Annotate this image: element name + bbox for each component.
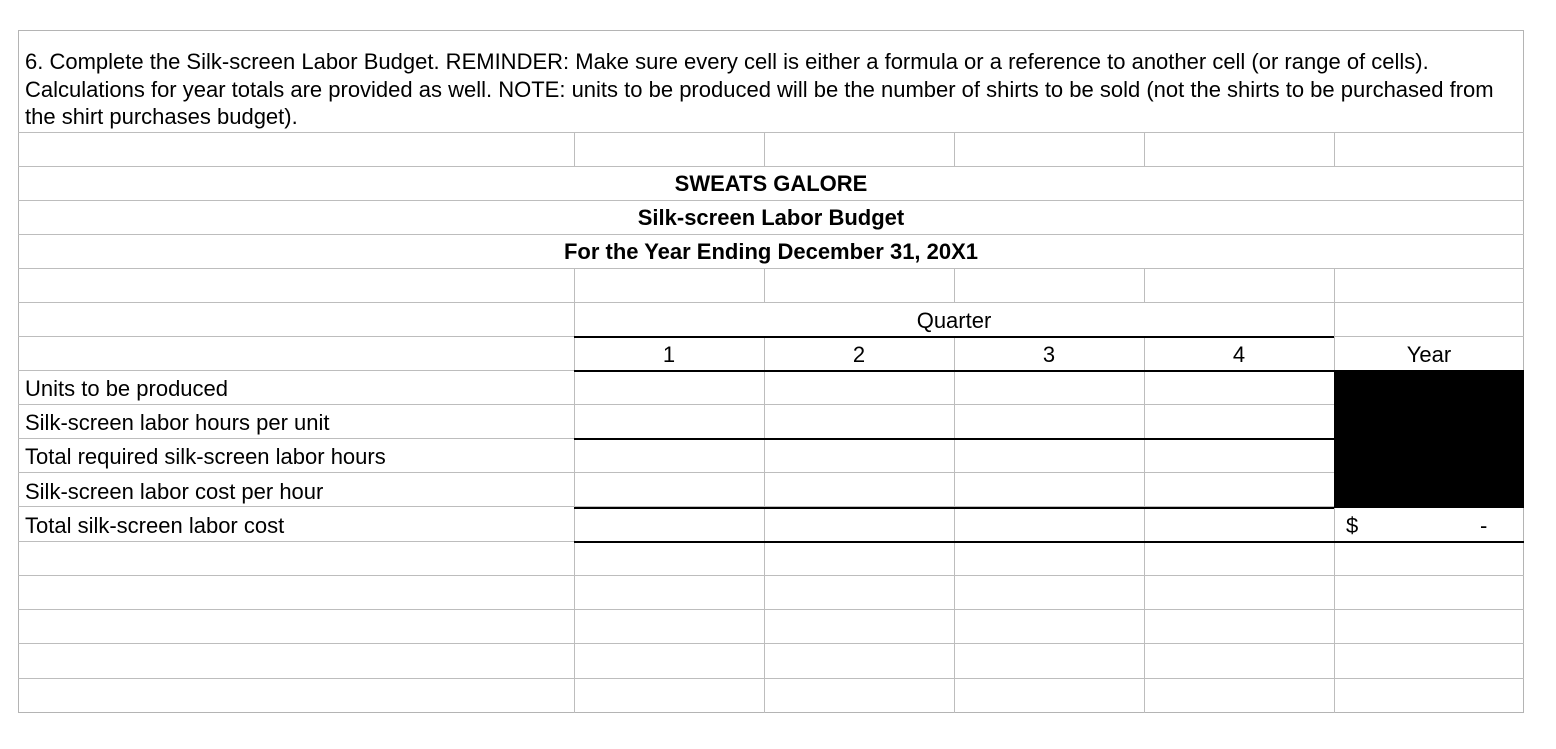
grid-line xyxy=(1334,132,1335,166)
report-title[interactable]: Silk-screen Labor Budget xyxy=(637,205,905,230)
grid-line xyxy=(18,302,1524,303)
grid-line xyxy=(18,609,1524,610)
grid-line xyxy=(764,336,765,713)
grid-line xyxy=(18,132,1524,133)
grid-line xyxy=(18,678,1524,679)
grid-line xyxy=(954,268,955,302)
quarter-4-header[interactable]: 4 xyxy=(1232,342,1246,367)
currency-symbol[interactable]: $ xyxy=(1346,513,1359,538)
grid-line xyxy=(954,132,955,166)
grid-line xyxy=(18,643,1524,644)
quarter-2-header[interactable]: 2 xyxy=(852,342,866,367)
row-label-hours-per-unit[interactable]: Silk-screen labor hours per unit xyxy=(25,410,330,435)
row-label-units-produced[interactable]: Units to be produced xyxy=(25,376,229,401)
quarter-3-header[interactable]: 3 xyxy=(1042,342,1056,367)
total-underline xyxy=(574,541,1524,543)
year-header[interactable]: Year xyxy=(1406,342,1452,367)
company-title[interactable]: SWEATS GALORE xyxy=(674,171,868,196)
row-label-cost-per-hour[interactable]: Silk-screen labor cost per hour xyxy=(25,479,324,504)
grid-line xyxy=(1144,336,1145,713)
grid-line xyxy=(1144,132,1145,166)
grid-line xyxy=(574,132,575,166)
grid-line xyxy=(18,575,1524,576)
year-total-value[interactable]: - xyxy=(1480,513,1488,538)
quarter-1-header[interactable]: 1 xyxy=(662,342,676,367)
grid-line xyxy=(954,336,955,713)
row-border xyxy=(574,507,1334,509)
row-label-total-hours[interactable]: Total required silk-screen labor hours xyxy=(25,444,386,469)
grid-line xyxy=(764,132,765,166)
row-border xyxy=(574,438,1334,440)
instructions-text[interactable]: 6. Complete the Silk-screen Labor Budget. REMINDER: Make sure every cell is either a formula or a reference to another cell (or range of cells). Calculations for year totals are provided as well. NOTE: units to be produced will be the number of shirts to be sold (not the shirts to be purchased from the shirt purchases budget). xyxy=(25,49,1494,129)
year-shaded-block xyxy=(1334,371,1524,508)
period-title[interactable]: For the Year Ending December 31, 20X1 xyxy=(563,239,979,264)
grid-line xyxy=(764,268,765,302)
quarter-header[interactable]: Quarter xyxy=(916,308,992,333)
row-label-total-cost[interactable]: Total silk-screen labor cost xyxy=(25,513,285,538)
grid-line xyxy=(1144,268,1145,302)
